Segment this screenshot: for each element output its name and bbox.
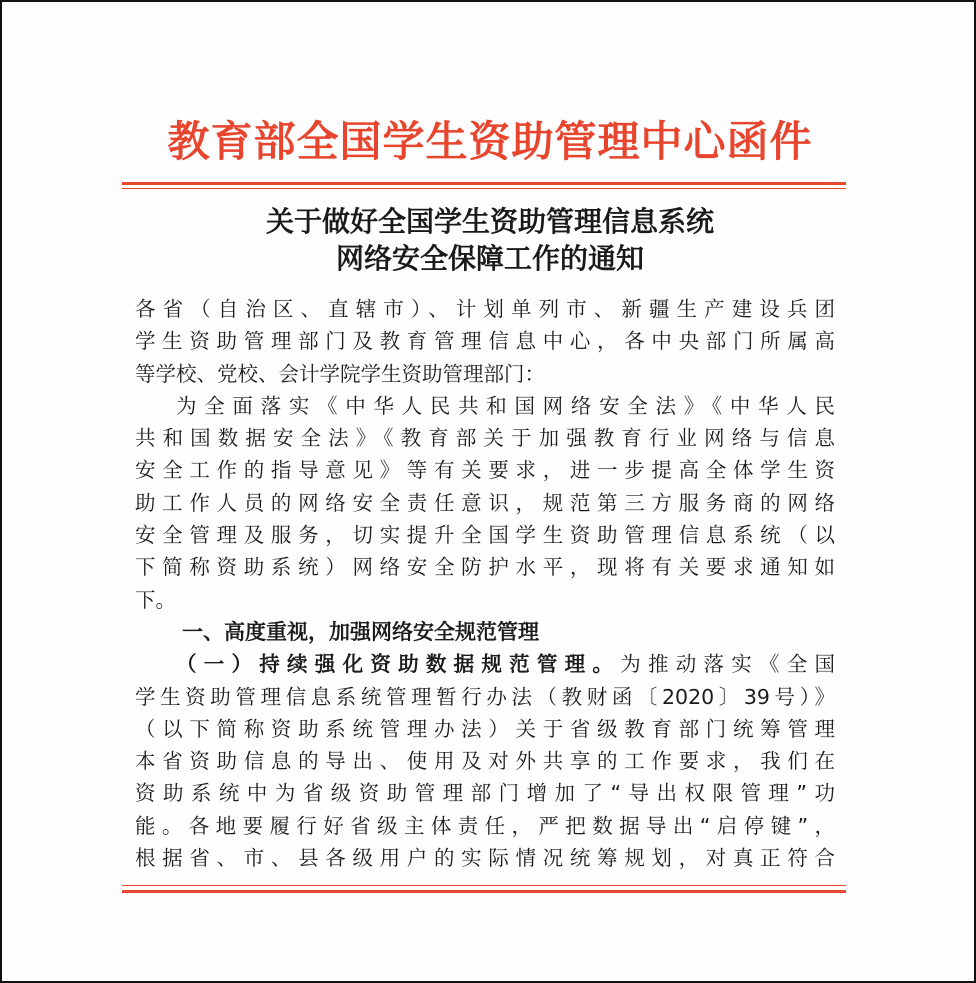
body-line: 根据省、市、县各级用户的实际情况统筹规划，对真正符合: [135, 846, 835, 871]
body-line: 各省（自治区、直辖市）、计划单列市、新疆生产建设兵团: [135, 297, 835, 321]
section-heading: 一、高度重视，加强网络安全规范管理: [182, 619, 539, 644]
footer-red-rule-thin: [122, 885, 846, 886]
subsection-label: （一）持续强化资助数据规范管理。: [176, 652, 621, 677]
body-line: 资助系统中为省级资助管理部门增加了“导出权限管理”功: [135, 781, 835, 806]
notice-title-line-1: 关于做好全国学生资助管理信息系统: [265, 205, 714, 238]
body-line: 学生资助管理信息系统管理暂行办法（教财函〔2020〕39号）》: [135, 684, 835, 709]
body-line: 能。各地要履行好省级主体责任，严把数据导出“启停键”，: [135, 813, 835, 838]
body-line: 为全面落实《中华人民共和国网络安全法》《中华人民: [176, 393, 835, 418]
body-line: 学生资助管理部门及教育管理信息中心，各中央部门所属高: [135, 329, 835, 354]
notice-title-line-2: 网络安全保障工作的通知: [335, 242, 644, 275]
body-line: （以下简称资助系统管理办法）关于省级教育部门统筹管理: [135, 716, 835, 741]
header-red-rule-thick: [122, 182, 846, 185]
body-line: 下简称资助系统）网络安全防护水平，现将有关要求通知如: [135, 555, 835, 580]
header-red-rule-thin: [122, 188, 846, 189]
body-line: 等学校、党校、会计学院学生资助管理部门：: [135, 361, 545, 386]
letterhead-title: 教育部全国学生资助管理中心函件: [167, 117, 813, 166]
subsection-first-line: [135, 648, 835, 680]
body-line: 共和国数据安全法》《教育部关于加强教育行业网络与信息: [135, 426, 835, 451]
body-line: 下。: [135, 587, 176, 612]
body-line: 安全管理及服务，切实提升全国学生资助管理信息系统（以: [135, 523, 835, 548]
body-line: 本省资助信息的导出、使用及对外共享的工作要求，我们在: [135, 749, 835, 774]
subsection-first-line-text: 为推动落实《全国: [620, 652, 836, 677]
document-body: [135, 293, 835, 874]
footer-red-rule-thick: [122, 890, 846, 893]
body-line: 助工作人员的网络安全责任意识，规范第三方服务商的网络: [135, 490, 835, 515]
body-line: 安全工作的指导意见》等有关要求，进一步提高全体学生资: [135, 458, 835, 483]
